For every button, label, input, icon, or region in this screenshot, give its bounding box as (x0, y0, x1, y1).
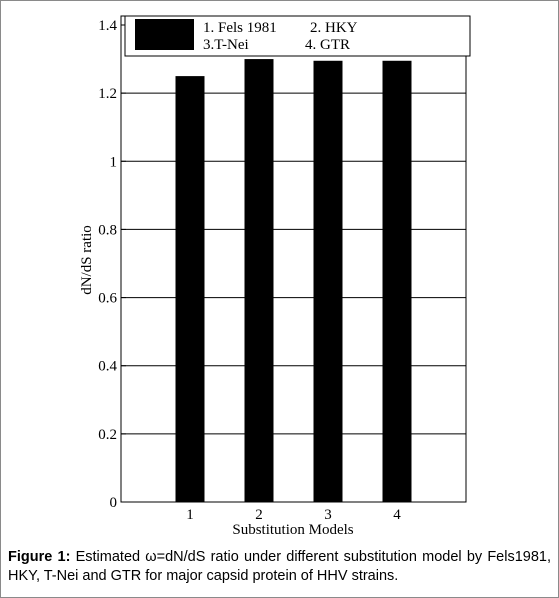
y-tick-label: 0 (109, 495, 117, 511)
legend-entry-4: 4. GTR (305, 37, 350, 53)
y-tick-label: 1 (109, 154, 117, 171)
x-tick-label: 3 (324, 507, 332, 523)
legend-entry-2: 2. HKY (310, 20, 358, 36)
y-axis-ticks (98, 18, 126, 511)
gridlines (121, 25, 466, 434)
y-tick-label: 1.2 (98, 86, 117, 103)
figure-caption (8, 548, 551, 586)
bars (176, 59, 412, 502)
legend-entry-3: 3.T-Nei (203, 37, 249, 53)
x-tick-label: 2 (255, 507, 263, 523)
legend-swatch (135, 19, 194, 50)
x-tick-label: 1 (186, 507, 194, 523)
bar-4 (383, 61, 412, 502)
x-axis-label: Substitution Models (232, 522, 354, 538)
x-tick-label: 4 (393, 507, 401, 523)
bar-1 (176, 76, 205, 502)
plot-area-border (121, 16, 466, 502)
bar-2 (245, 59, 274, 502)
y-tick-label: 0.2 (98, 426, 117, 443)
y-tick-label: 0.6 (98, 290, 117, 307)
y-tick-label: 0.8 (98, 222, 117, 239)
x-axis-ticks (186, 497, 401, 523)
y-tick-label: 1.4 (98, 18, 117, 34)
bar-3 (314, 61, 343, 502)
legend (125, 16, 470, 56)
caption-label: Figure 1: (8, 549, 71, 565)
legend-entry-1: 1. Fels 1981 (203, 20, 277, 36)
caption-text: Estimated ω=dN/dS ratio under different substitution model by Fels1981, HKY, T-Nei and GTR for major capsid protein of HHV strains. (8, 549, 552, 584)
y-tick-label: 0.4 (98, 358, 117, 375)
y-axis-label: dN/dS ratio (79, 225, 95, 295)
